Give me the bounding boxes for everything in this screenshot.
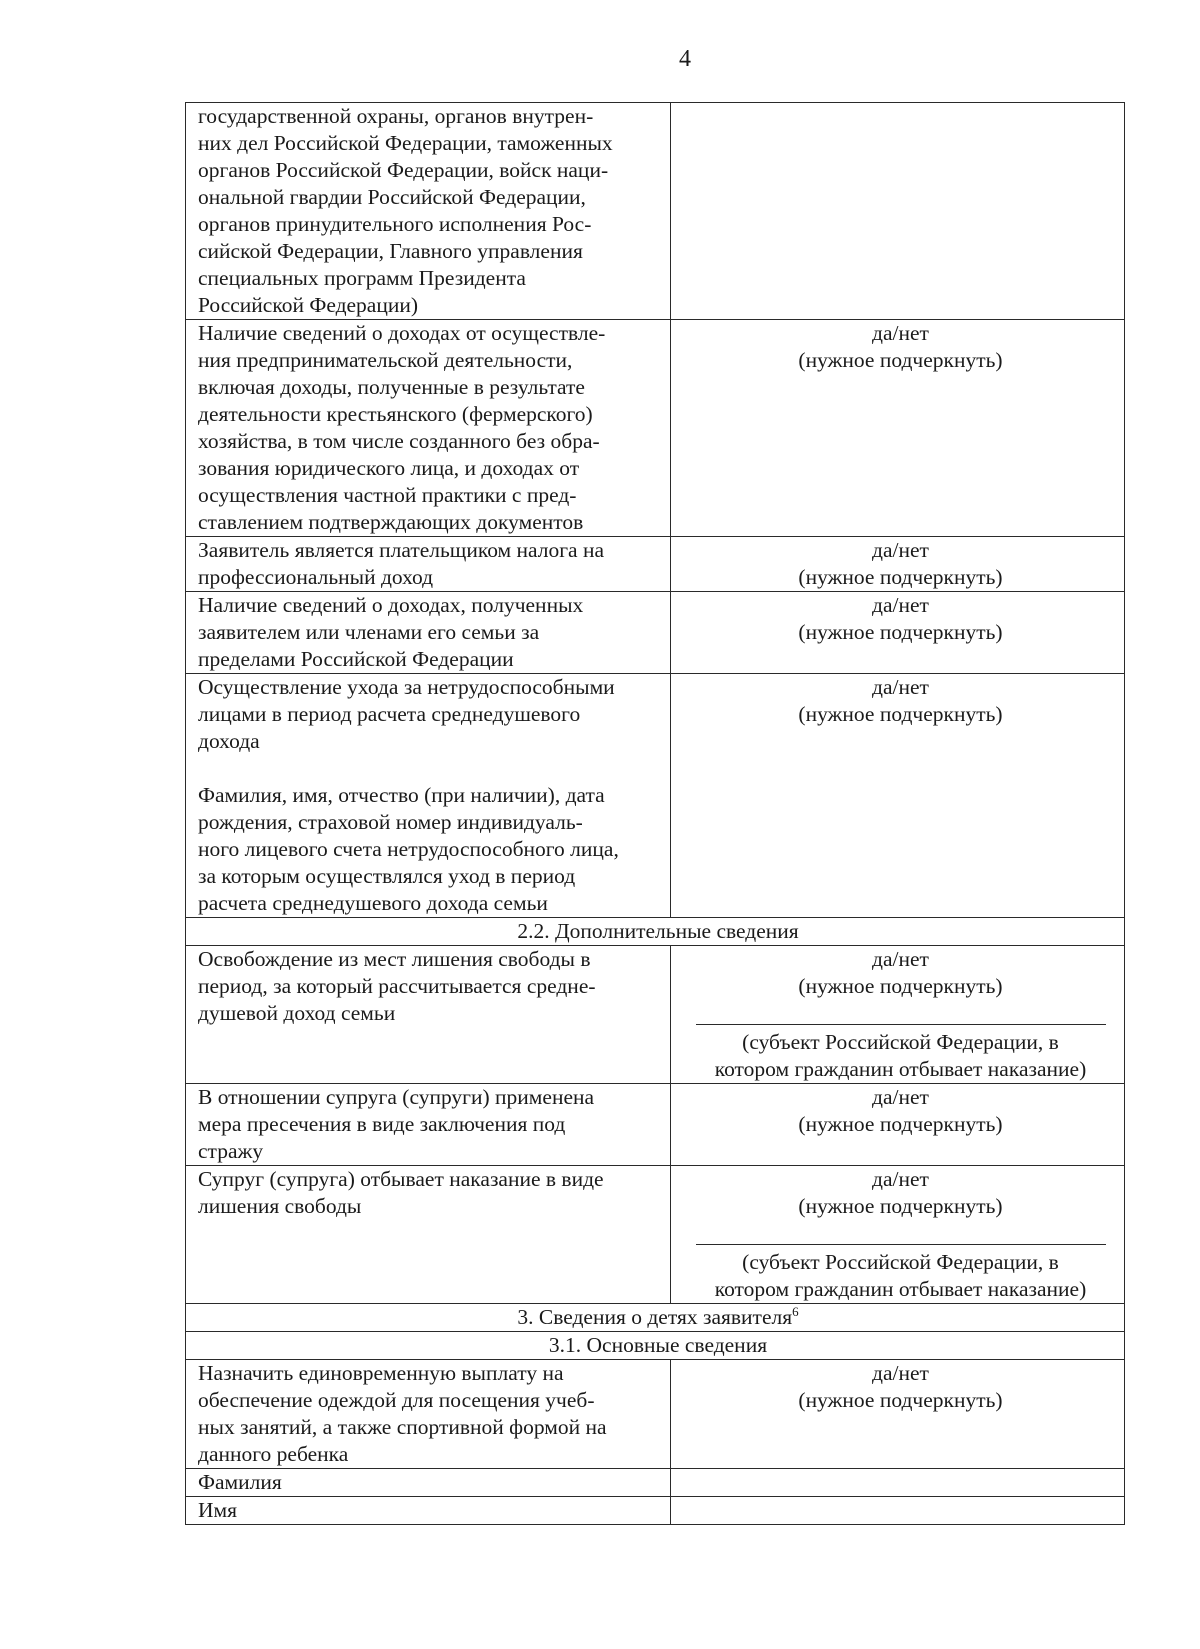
answer-cell[interactable] (671, 1360, 1125, 1469)
surname-field[interactable] (671, 1469, 1125, 1497)
answer-cell[interactable] (671, 946, 1125, 1084)
row-label: Наличие сведений о доходах от осуществле- ния предпринимательской деятельности, включая доходы, полученные в результате деятельности крестьянского (фермерского) хозяйства, в том числе созданного без обра- зования юридического лица, и доходах от осуществления частной практики с пред- ставлением подтверждающих документов (186, 320, 671, 537)
row-label: Наличие сведений о доходах, полученных заявителем или членами его семьи за пределами Российской Федерации (186, 592, 671, 674)
table-row (186, 1360, 1125, 1469)
answer-cell[interactable] (671, 1084, 1125, 1166)
section-title-text: 3. Сведения о детях заявителя (517, 1305, 793, 1329)
yes-no-option[interactable]: да/нет (872, 1167, 929, 1191)
first-name-field[interactable] (671, 1497, 1125, 1525)
row-label: Супруг (супруга) отбывает наказание в виде лишения свободы (186, 1166, 671, 1304)
table-row (186, 946, 1125, 1084)
table-row (186, 1084, 1125, 1166)
answer-cell[interactable] (671, 592, 1125, 674)
underline-hint: (нужное подчеркнуть) (798, 565, 1003, 589)
section-header-row (186, 1332, 1125, 1360)
application-form-table (185, 102, 1125, 1525)
table-row (186, 1497, 1125, 1525)
underline-hint: (нужное подчеркнуть) (798, 1194, 1003, 1218)
table-row (186, 1469, 1125, 1497)
table-row (186, 592, 1125, 674)
table-row (186, 320, 1125, 537)
row-label: Фамилия (186, 1469, 671, 1497)
subject-hint: (субъект Российской Федерации, в котором гражданин отбывает наказание) (714, 1250, 1087, 1301)
underline-hint: (нужное подчеркнуть) (798, 1388, 1003, 1412)
section-header-row (186, 918, 1125, 946)
page-number: 4 (679, 46, 691, 72)
care-question-text: Осуществление ухода за нетрудоспособными лицами в период расчета среднедушевого дохода (198, 675, 615, 753)
yes-no-option[interactable]: да/нет (872, 1085, 929, 1109)
row-label: Освобождение из мест лишения свободы в период, за который рассчитывается средне- душевой доход семьи (186, 946, 671, 1084)
subject-input-line[interactable] (696, 1024, 1106, 1025)
yes-no-option[interactable]: да/нет (872, 675, 929, 699)
section-header-row (186, 1304, 1125, 1332)
answer-cell[interactable] (671, 674, 1125, 918)
table-row (186, 103, 1125, 320)
underline-hint: (нужное подчеркнуть) (798, 1112, 1003, 1136)
row-label: Назначить единовременную выплату на обеспечение одеждой для посещения учеб- ных занятий, а также спортивной формой на данного ребенка (186, 1360, 671, 1469)
row-label: Заявитель является плательщиком налога на профессиональный доход (186, 537, 671, 592)
underline-hint: (нужное подчеркнуть) (798, 974, 1003, 998)
underline-hint: (нужное подчеркнуть) (798, 348, 1003, 372)
footnote-ref: 6 (792, 1303, 799, 1319)
section-title: 3.1. Основные сведения (186, 1332, 1125, 1360)
yes-no-option[interactable]: да/нет (872, 947, 929, 971)
yes-no-option[interactable]: да/нет (872, 538, 929, 562)
table-row (186, 674, 1125, 918)
row-label (186, 674, 671, 918)
table-row (186, 1166, 1125, 1304)
subject-hint: (субъект Российской Федерации, в котором гражданин отбывает наказание) (714, 1030, 1087, 1081)
row-label: В отношении супруга (супруги) применена мера пресечения в виде заключения под стражу (186, 1084, 671, 1166)
section-title: 2.2. Дополнительные сведения (186, 918, 1125, 946)
yes-no-option[interactable]: да/нет (872, 593, 929, 617)
row-label: Имя (186, 1497, 671, 1525)
table-row (186, 537, 1125, 592)
care-details-text: Фамилия, имя, отчество (при наличии), дата рождения, страховой номер индивидуаль- ного лицевого счета нетрудоспособного лица, за которым осуществлялся уход в период расчета среднедушевого дохода семьи (198, 783, 619, 915)
answer-cell[interactable] (671, 1166, 1125, 1304)
answer-cell[interactable] (671, 537, 1125, 592)
underline-hint: (нужное подчеркнуть) (798, 620, 1003, 644)
answer-cell[interactable] (671, 103, 1125, 320)
answer-cell[interactable] (671, 320, 1125, 537)
section-title (186, 1304, 1125, 1332)
row-label: государственной охраны, органов внутрен- них дел Российской Федерации, таможенных органов Российской Федерации, войск наци- ональной гвардии Российской Федерации, органов принудительного исполнения Рос- сийской Федерации, Главного управления специальных программ Президента Российской Федерации) (186, 103, 671, 320)
subject-input-line[interactable] (696, 1244, 1106, 1245)
underline-hint: (нужное подчеркнуть) (798, 702, 1003, 726)
yes-no-option[interactable]: да/нет (872, 321, 929, 345)
yes-no-option[interactable]: да/нет (872, 1361, 929, 1385)
